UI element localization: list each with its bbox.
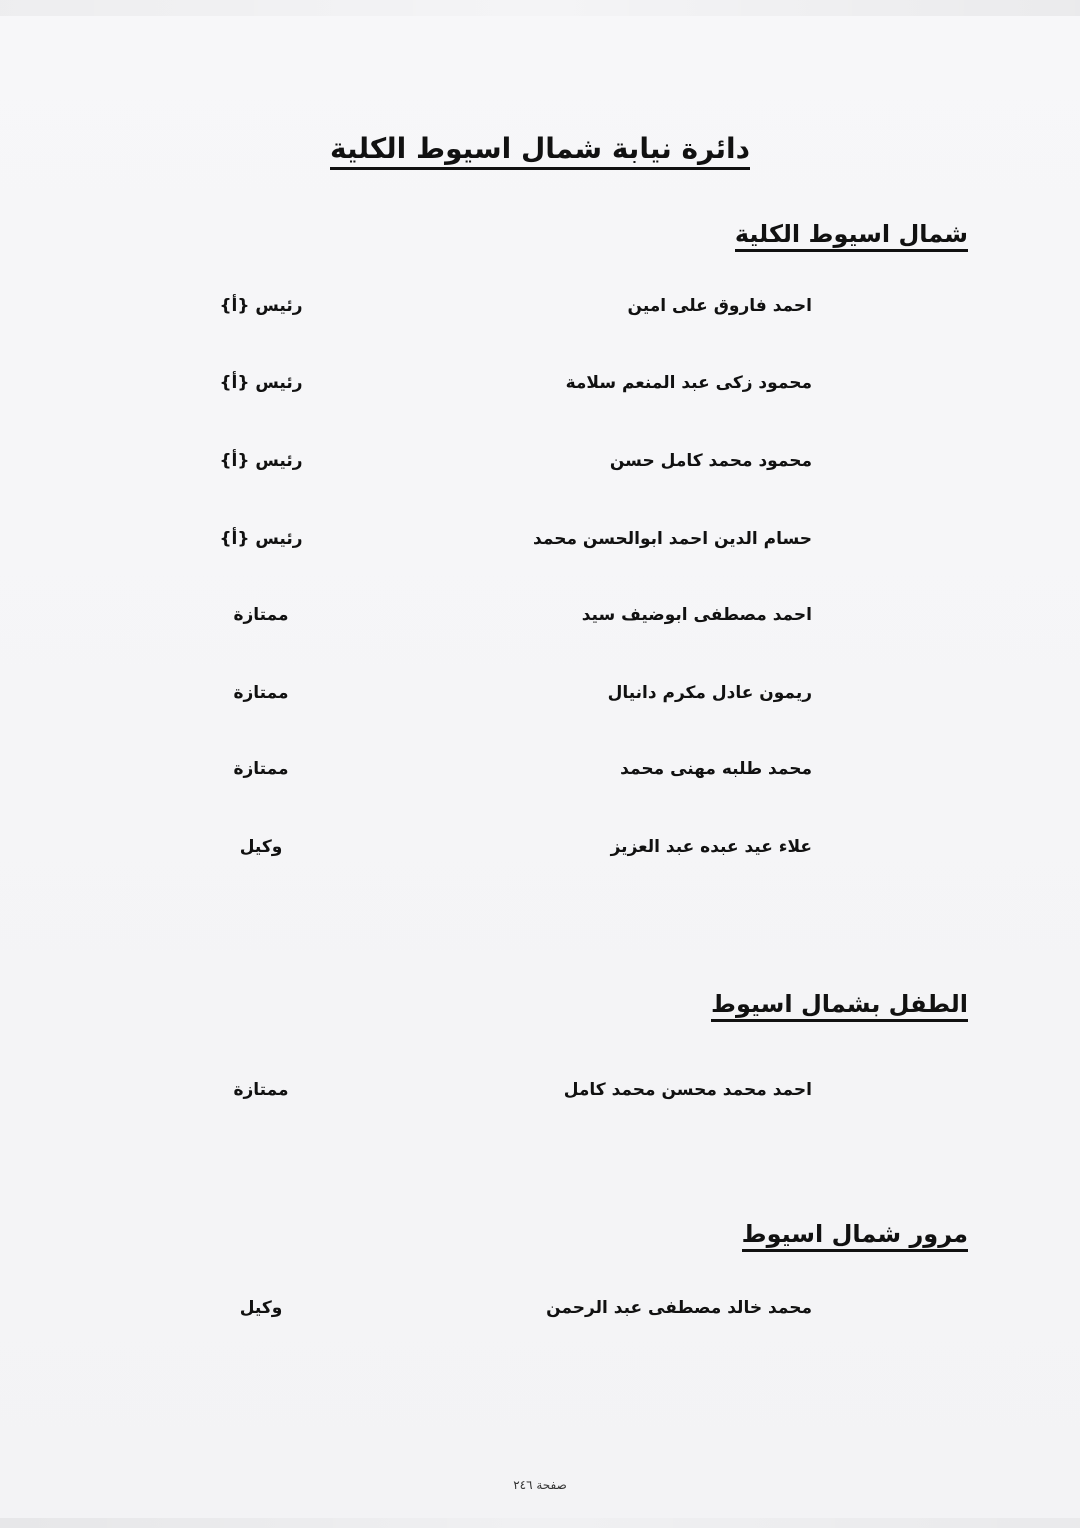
list-item bbox=[0, 529, 1080, 559]
section-heading-text: الطفل بشمال اسيوط bbox=[711, 990, 968, 1022]
member-name: محمود زكى عبد المنعم سلامة bbox=[565, 373, 812, 393]
list-item bbox=[0, 605, 1080, 635]
member-rank: ممتازة bbox=[233, 759, 289, 779]
member-rank: وكيل bbox=[239, 837, 283, 857]
member-name: احمد محمد محسن محمد كامل bbox=[563, 1080, 812, 1100]
member-rank: رئيس {أ} bbox=[219, 529, 303, 549]
member-rank: رئيس {أ} bbox=[219, 451, 303, 471]
member-name: محمد طلبه مهنى محمد bbox=[620, 759, 812, 779]
member-name: علاء عيد عبده عبد العزيز bbox=[610, 837, 812, 857]
list-item bbox=[0, 759, 1080, 789]
member-name: احمد فاروق على امين bbox=[627, 296, 812, 316]
section-heading-traffic bbox=[742, 1220, 968, 1248]
member-rank: وكيل bbox=[239, 1298, 283, 1318]
document-title bbox=[0, 132, 1080, 165]
member-name: ريمون عادل مكرم دانيال bbox=[607, 683, 812, 703]
member-name: محمد خالد مصطفى عبد الرحمن bbox=[546, 1298, 812, 1318]
list-item bbox=[0, 683, 1080, 713]
member-name: احمد مصطفى ابوضيف سيد bbox=[581, 605, 812, 625]
member-rank: رئيس {أ} bbox=[219, 373, 303, 393]
list-item bbox=[0, 1298, 1080, 1328]
scan-edge-bottom bbox=[0, 1518, 1080, 1528]
member-name: محمود محمد كامل حسن bbox=[609, 451, 812, 471]
member-rank: رئيس {أ} bbox=[219, 296, 303, 316]
section-heading-child bbox=[711, 990, 968, 1018]
scan-edge-top bbox=[0, 0, 1080, 16]
list-item bbox=[0, 451, 1080, 481]
document-title-text: دائرة نيابة شمال اسيوط الكلية bbox=[330, 132, 750, 170]
member-rank: ممتازة bbox=[233, 1080, 289, 1100]
member-name: حسام الدين احمد ابوالحسن محمد bbox=[533, 529, 812, 549]
list-item bbox=[0, 296, 1080, 326]
page-number: صفحة ٢٤٦ bbox=[513, 1478, 567, 1492]
section-heading-text: شمال اسيوط الكلية bbox=[735, 220, 968, 252]
section-heading-main bbox=[735, 220, 968, 248]
list-item bbox=[0, 837, 1080, 867]
section-heading-text: مرور شمال اسيوط bbox=[742, 1220, 968, 1252]
list-item bbox=[0, 373, 1080, 403]
member-rank: ممتازة bbox=[233, 605, 289, 625]
list-item bbox=[0, 1080, 1080, 1110]
member-rank: ممتازة bbox=[233, 683, 289, 703]
